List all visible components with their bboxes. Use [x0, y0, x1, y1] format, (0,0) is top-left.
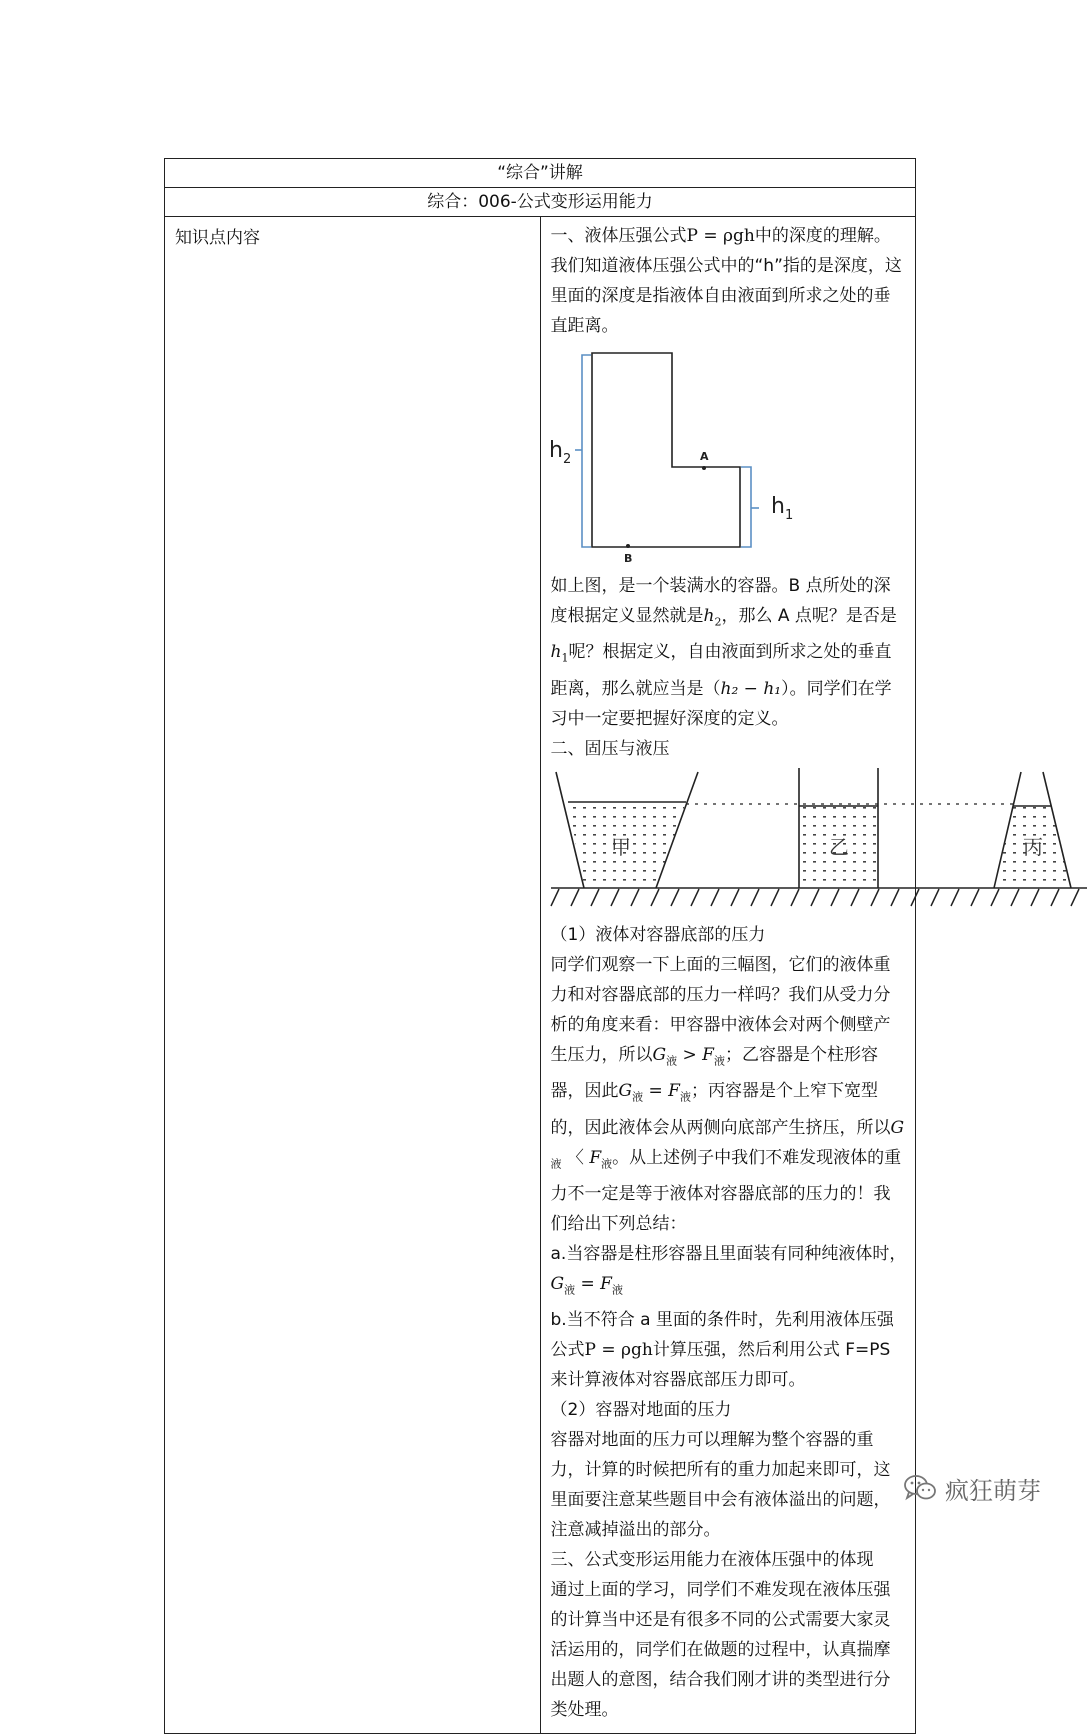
row-label: 知识点内容 — [165, 217, 541, 1734]
point-a — [702, 466, 706, 470]
paragraph-conclusion: 通过上面的学习，同学们不难发现在液体压强的计算当中还是有很多不同的公式需要大家灵活运用的，同学们在做题的过程中，认真揣摩出题人的意图，结合我们刚才讲的类型进行分类处理。 — [550, 1580, 891, 1721]
ground-hatching — [551, 889, 1079, 906]
section-3-title: 三、公式变形运用能力在液体压强中的体现 — [550, 1550, 874, 1571]
paragraph-ground-pressure: 容器对地面的压力可以理解为整个容器的重力，计算的时候把所有的重力加起来即可，这里面要注意某些题目中会有液体溢出的问题，注意减掉溢出的部分。 — [550, 1430, 891, 1541]
h1-bracket — [741, 467, 751, 547]
section-2-title: 二、固压与液压 — [550, 738, 670, 759]
subsection-1-title: （1）液体对容器底部的压力 — [550, 924, 766, 945]
watermark-text: 疯狂萌芽 — [945, 1476, 1041, 1505]
three-containers-diagram — [551, 768, 1087, 916]
summary-item-b: b.当不符合 a 里面的条件时，先利用液体压强公式P = ρgh计算压强，然后利用公式 F=PS 来计算液体对容器底部压力即可。 — [550, 1310, 894, 1391]
point-b — [626, 544, 630, 548]
watermark — [903, 1468, 1041, 1508]
point-a-label: A — [699, 450, 709, 463]
paragraph-depth-definition: 我们知道液体压强公式中的“h”指的是深度，这里面的深度是指液体自由液面到所求之处的垂直距离。 — [550, 256, 902, 336]
paragraph-depth-example: 如上图，是一个装满水的容器。B 点所处的深度根据定义显然就是$h_2$，那么 A 点呢？是否是$h_1$呢？根据定义，自由液面到所求之处的垂直距离，那么就应当是（h₂ − h₁）。同学们在学习中一定要把握好深度的定义。 — [550, 576, 897, 729]
section-1-title: 一、液体压强公式P = ρgh中的深度的理解。 — [550, 226, 891, 246]
paragraph-force-analysis: 同学们观察一下上面的三幅图，它们的液体重力和对容器底部的压力一样吗？我们从受力分析的角度来看：甲容器中液体会对两个侧壁产生压力，所以$G_液 > F_液$；乙容器是个柱形容器，因此$G_液 = F_液$；丙容器是个上窄下宽型的，因此液体会从两侧向底部产生挤压，所以$G_液$ 〈 $F_液$。从上述例子中我们不难发现液体的重力不一定是等于液体对容器底部的压力的！我们给出下列总结： — [550, 954, 905, 1234]
l-container-diagram — [548, 345, 811, 567]
h2-label: $h_2$ — [548, 438, 571, 467]
table-title: “综合”讲解 — [165, 159, 916, 188]
wechat-icon — [903, 1473, 937, 1503]
subsection-2-title: （2）容器对地面的压力 — [550, 1400, 732, 1421]
point-b-label: B — [623, 552, 632, 565]
yi-label: 乙 — [828, 834, 849, 859]
container-outline — [592, 353, 740, 547]
h2-bracket — [582, 355, 591, 547]
bing-label: 丙 — [1022, 834, 1043, 859]
h1-label: $h_1$ — [770, 494, 793, 523]
summary-item-a: a.当容器是柱形容器且里面装有同种纯液体时，$G_液 = F_液$ — [550, 1243, 907, 1297]
jia-label: 甲 — [610, 834, 631, 859]
table-subtitle: 综合：006-公式变形运用能力 — [165, 188, 916, 217]
